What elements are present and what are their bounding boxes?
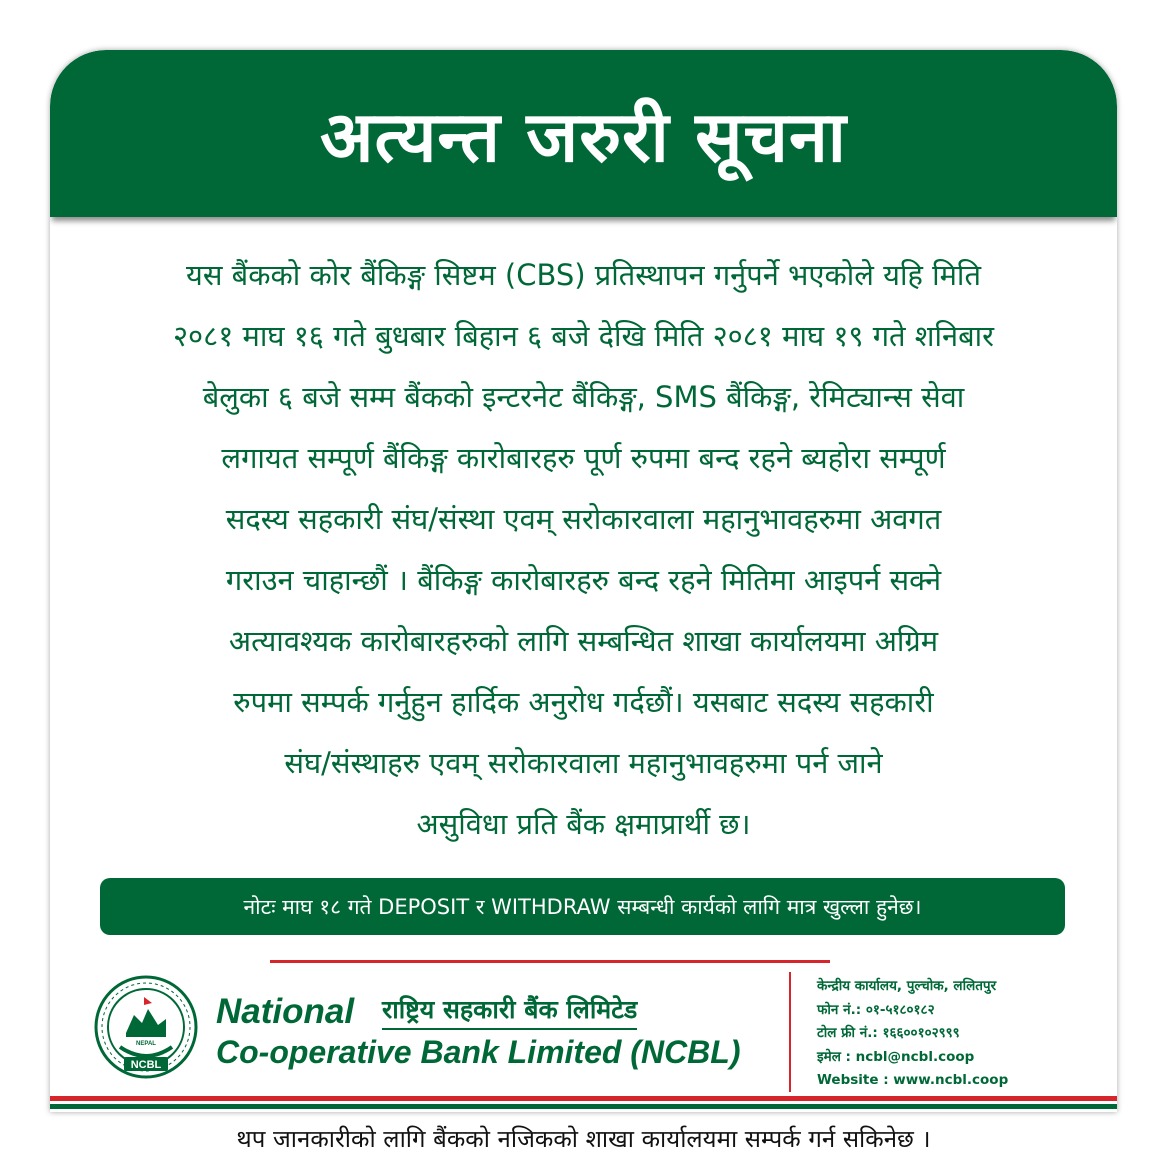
body-line: रुपमा सम्पर्क गर्नुहुन हार्दिक अनुरोध गर्दछौं। यसबाट सदस्य सहकारी (233, 685, 934, 719)
bank-name-nepali: राष्ट्रिय सहकारी बैंक लिमिटेड (382, 992, 637, 1030)
body-line: २०८१ माघ १६ गते बुधबार बिहान ६ बजे देखि मिति २०८१ माघ १९ गते शनिबार (172, 319, 995, 353)
contact-divider (789, 972, 791, 1092)
body-line: बेलुका ६ बजे सम्म बैंकको इन्टरनेट बैंकिङ्ग, SMS बैंकिङ्ग, रेमिट्यान्स सेवा (202, 380, 965, 414)
note-text: नोटः माघ १८ गते DEPOSIT र WITHDRAW सम्बन्धी कार्यको लागि मात्र खुल्ला हुनेछ। (243, 894, 922, 919)
contact-phone: फोन नं.: ०१-५१८०१८२ (817, 1001, 935, 1018)
body-line: संघ/संस्थाहरु एवम् सरोकारवाला महानुभावहरुमा पर्न जाने (284, 746, 883, 780)
footer-text: थप जानकारीको लागि बैंकको नजिकको शाखा कार्यालयमा सम्पर्क गर्न सकिनेछ । (236, 1125, 931, 1153)
body-line: सदस्य सहकारी संघ/संस्था एवम् सरोकारवाला महानुभावहरुमा अवगत (225, 502, 942, 536)
bank-name-en-line1: National (216, 992, 355, 1031)
contact-tollfree: टोल फ्री नं.: १६६००१०२९९९ (817, 1025, 960, 1041)
contact-website[interactable]: Website : www.ncbl.coop (817, 1072, 1009, 1088)
note-banner (100, 878, 1065, 935)
body-line: अत्यावश्यक कारोबारहरुको लागि सम्बन्धित शाखा कार्यालयमा अग्रिम (228, 624, 939, 658)
logo-country: NEPAL (136, 1041, 156, 1047)
body-line: गराउन चाहान्छौं । बैंकिङ्ग कारोबारहरु बन्द रहने मितिमा आइपर्न सक्ने (225, 563, 942, 597)
body-line: असुविधा प्रति बैंक क्षमाप्रार्थी छ। (416, 807, 751, 841)
flag-stripes (50, 1096, 1117, 1109)
green-stripe (50, 1104, 1117, 1109)
notice-body (60, 245, 1107, 855)
notice-header (50, 50, 1117, 217)
logo-text: NCBL (130, 1059, 162, 1071)
top-divider (270, 960, 830, 963)
notice-title: अत्यन्त जरुरी सूचना (320, 95, 847, 178)
contact-email[interactable]: इमेल : ncbl@ncbl.coop (817, 1048, 975, 1065)
body-line: लगायत सम्पूर्ण बैंकिङ्ग कारोबारहरु पूर्ण रुपमा बन्द रहने ब्यहोरा सम्पूर्ण (221, 441, 946, 475)
bank-name-en-line2: Co-operative Bank Limited (NCBL) (216, 1034, 741, 1070)
body-line: यस बैंकको कोर बैंकिङ्ग सिष्टम (CBS) प्रतिस्थापन गर्नुपर्ने भएकोले यहि मिति (186, 258, 981, 292)
notice-card (50, 50, 1117, 1112)
ncbl-logo-icon (94, 975, 198, 1079)
contact-block (817, 975, 1008, 1093)
contact-address: केन्द्रीय कार्यालय, पुल्चोक, ललितपुर (817, 978, 997, 994)
